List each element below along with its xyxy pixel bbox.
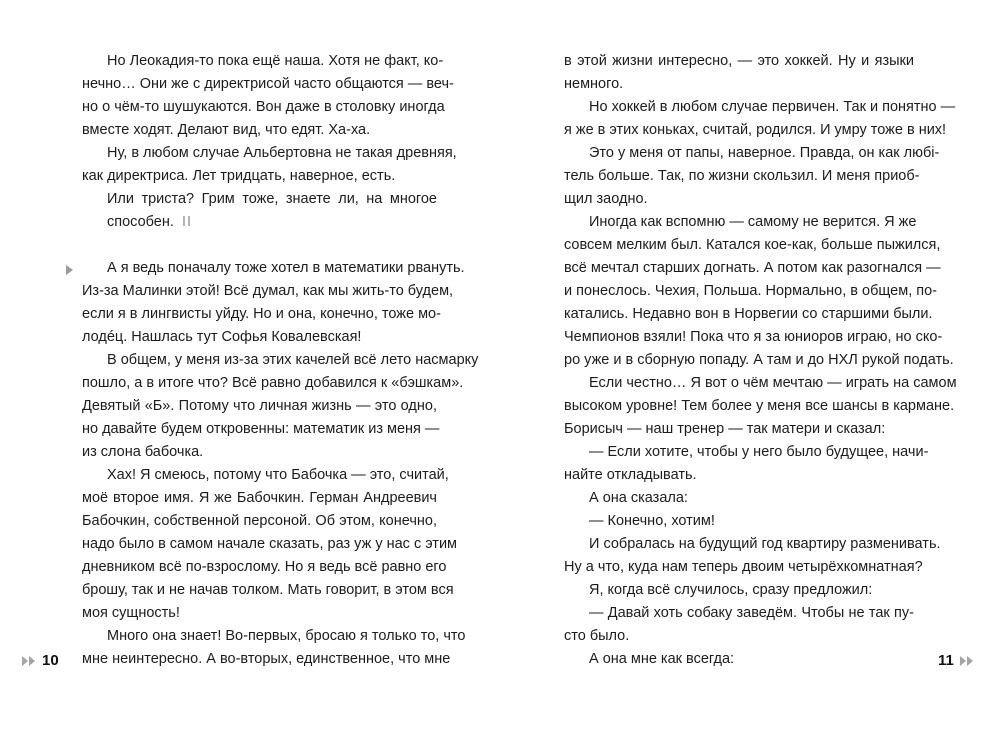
text-line: Если честно… Я вот о чём мечтаю — играть на самом	[589, 375, 957, 391]
text-line: Девятый «Б». Потому что личная жизнь — это одно,	[82, 398, 437, 414]
double-arrow-icon	[22, 656, 36, 666]
text-line: я же в этих коньках, считай, родился. И умру тоже в них!	[564, 122, 947, 138]
left-block1-end-line	[82, 211, 437, 234]
text-line: нечно… Они же с директрисой часто общаются — веч-	[82, 76, 454, 92]
text-line: ро уже и в сборную попаду. А там и до НХЛ рукой подать.	[564, 352, 954, 368]
section-end-mark: II	[181, 214, 193, 230]
right-page-folio	[938, 652, 974, 669]
text-line: И собралась на будущий год квартиру разменивать.	[589, 536, 941, 552]
text-line: и понеслось. Чехия, Польша. Нормально, в общем, по-	[564, 283, 937, 299]
left-block1-end-text: способен.	[107, 214, 174, 230]
left-page-text	[82, 50, 479, 671]
text-line: но о чём-то шушукаются. Вон даже в столовку иногда	[82, 99, 445, 115]
text-line: — Конечно, хотим!	[589, 513, 715, 529]
text-line: лодéц. Нашлась тут Софья Ковалевская!	[82, 329, 362, 345]
text-line: Ну а что, куда нам теперь двоим четырёхкомнатная?	[564, 559, 923, 575]
text-line: Много она знает! Во-первых, бросаю я только то, что	[107, 628, 466, 644]
text-line: немного.	[564, 76, 624, 92]
text-line: Борисыч — наш тренер — так матери и сказал:	[564, 421, 886, 437]
text-line: А я ведь поначалу тоже хотел в математики рвануть.	[107, 260, 465, 276]
text-line: брошу, так и не начав толком. Мать говорит, в этом вся	[82, 582, 454, 598]
text-line: дневником всё по-взрослому. Но я ведь всё равно его	[82, 559, 447, 575]
left-text-block-1	[82, 50, 457, 211]
left-page-folio	[22, 652, 59, 669]
text-line: из слона бабочка.	[82, 444, 204, 460]
text-line: А она мне как всегда:	[589, 651, 735, 667]
text-line: катались. Недавно вон в Норвегии со старшими были.	[564, 306, 933, 322]
text-line: Но хоккей в любом случае первичен. Так и понятно —	[589, 99, 956, 115]
text-line: но давайте будем откровенны: математик из меня —	[82, 421, 440, 437]
text-line: всё мечтал старших догнать. А потом как разогнался —	[564, 260, 941, 276]
text-line: надо было в самом начале сказать, раз уж у нас с этим	[82, 536, 458, 552]
text-line: А она сказала:	[589, 490, 688, 506]
text-line: — Если хотите, чтобы у него было будущее, начи-	[589, 444, 929, 460]
text-line: Хах! Я смеюсь, потому что Бабочка — это, считай,	[107, 467, 449, 483]
text-line: моё второе имя. Я же Бабочкин. Герман Андреевич	[82, 490, 437, 506]
text-line: как директриса. Лет тридцать, наверное, есть.	[82, 168, 396, 184]
text-line: моя сущность!	[82, 605, 180, 621]
left-text-block-2	[82, 257, 479, 671]
section-break	[82, 234, 437, 257]
text-line: щил заодно.	[564, 191, 648, 207]
text-line: Я, когда всё случилось, сразу предложил:	[589, 582, 873, 598]
text-line: Или триста? Грим тоже, знаете ли, на многое	[107, 191, 437, 207]
text-line: Чемпионов взяли! Пока что я за юниоров играю, но ско-	[564, 329, 943, 345]
text-line: в этой жизни интересно, — это хоккей. Ну и языки	[564, 53, 914, 69]
text-line: тель больше. Так, по жизни скользил. И меня приоб-	[564, 168, 920, 184]
text-line: если я в лингвисты уйду. Но и она, конечно, тоже мо-	[82, 306, 441, 322]
text-line: Это у меня от папы, наверное. Правда, он как любі-	[589, 145, 940, 161]
text-line: — Давай хоть собаку заведём. Чтобы не так пу-	[589, 605, 914, 621]
section-start-triangle-icon	[66, 265, 73, 275]
text-line: мне неинтересно. А во-вторых, единственное, что мне	[82, 651, 451, 667]
text-line: сто было.	[564, 628, 630, 644]
text-line: совсем мелким был. Катался кое-как, больше пыжился,	[564, 237, 941, 253]
text-line: найте откладывать.	[564, 467, 697, 483]
text-line: Ну, в любом случае Альбертовна не такая древняя,	[107, 145, 457, 161]
double-arrow-icon	[960, 656, 974, 666]
text-line: В общем, у меня из-за этих качелей всё лето насмарку	[107, 352, 479, 368]
left-page-number: 10	[42, 652, 59, 669]
text-line: Иногда как вспомню — самому не верится. Я же	[589, 214, 917, 230]
text-line: вместе ходят. Делают вид, что едят. Ха-ха.	[82, 122, 371, 138]
right-page-number: 11	[938, 652, 954, 669]
text-line: Но Леокадия-то пока ещё наша. Хотя не факт, ко-	[107, 53, 444, 69]
text-line: пошло, а в итоге что? Всё равно добавился к «бэшкам».	[82, 375, 464, 391]
text-line: Бабочкин, собственной персоной. Об этом, конечно,	[82, 513, 437, 529]
text-line: Из-за Малинки этой! Всё думал, как мы жить-то будем,	[82, 283, 454, 299]
text-line: высоком уровне! Тем более у меня все шансы в кармане.	[564, 398, 955, 414]
